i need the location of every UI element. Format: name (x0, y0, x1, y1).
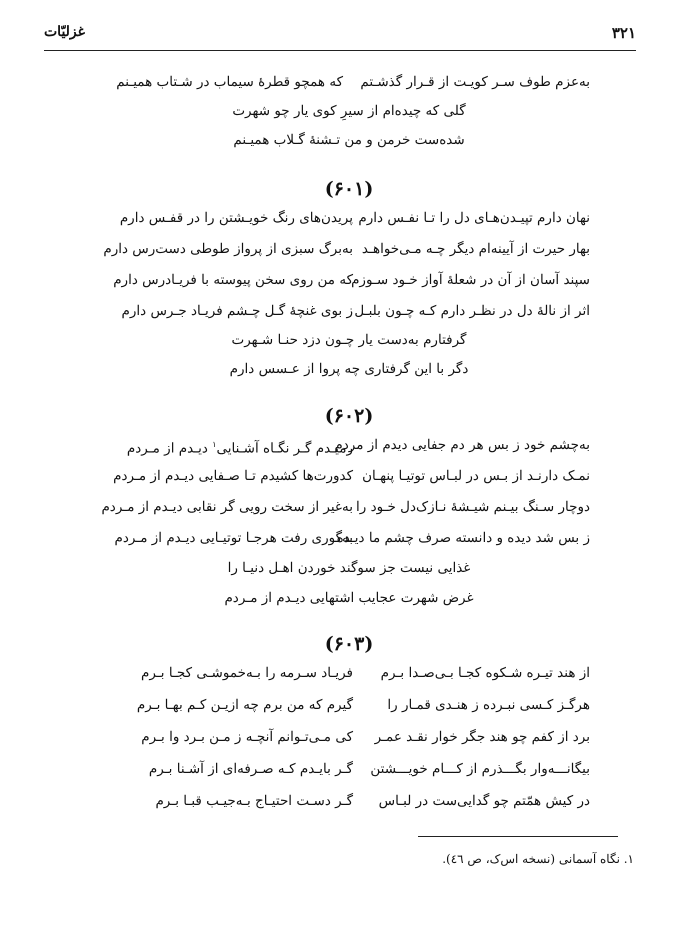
verse-right: نهان دارم تپیـدن‌هـای دل را تـا نفـس دارم (358, 210, 590, 226)
closing-verse: غرض شهرت عجایب اشتهایی دیـدم از مـردم (224, 590, 474, 606)
verse-right: ز بس شد دیده و دانسته صرف چشم ما دیـده (336, 530, 590, 546)
verse-right: دوچار سـنگ بیـنم شیـشهٔ نـازک‌دل خـود را (356, 499, 590, 515)
verse-right: سپند آسان از آن در شعلهٔ آواز خـود سـوزم (351, 272, 590, 288)
verse-left: گـر بایـدم کـه صـرفه‌ای از آشـنا بـرم (148, 761, 353, 777)
verse-right: بیگانـــه‌وار بگـــذرم از کـــام خویـــشتن (370, 761, 590, 777)
verse-right: برد از کفم چو هند جگر خوار نقـد عمـر (374, 729, 590, 745)
verse-left: گیرم که من برم چه ازیـن کـم بهـا بـرم (136, 697, 353, 713)
verse-left: به‌غیر از سخت رویی گر نقابی دیـدم از مـردم (101, 499, 353, 515)
poem-number: (۶۰۲) (324, 405, 374, 427)
verse-right: هرگـز کـسی نبـرده ز هنـدی قمـار را (387, 697, 590, 713)
verse-right: نمـک دارنـد از بـس در لبـاس توتیـا پنهـان (362, 468, 590, 484)
closing-verse: گلی که چیده‌ام از سیرِ کوی یار چو شهرت (232, 103, 466, 119)
closing-verse: شده‌ست خرمن و من تـشنهٔ گـلاب همیـنم (233, 132, 465, 148)
verse-left: که من روی سخن پیوسته با فریـادرس دارم (113, 272, 353, 288)
verse-left: کی مـی‌تـوانم آنچـه ز مـن بـرد وا بـرم (141, 729, 353, 745)
verse-right: در کیش همّتم چو گدایی‌ست در لبـاس (378, 793, 590, 809)
verse-left: به‌برگ سبزی از پرواز طوطی دست‌رس دارم (103, 241, 353, 257)
verse-right: از هند تیـره شـکوه کجـا بـی‌صـدا بـرم (380, 665, 590, 681)
verse-left: پریدن‌های رنگ خویـشتن را در قفـس دارم (119, 210, 353, 226)
poem-number: (۶۰۱) (324, 178, 374, 200)
closing-verse: غذایی نیست جز سوگند خوردن اهـل دنیـا را (227, 560, 471, 576)
footnote-rule (418, 836, 618, 837)
footnote: ۱. نگاه آسمانی (نسخه اس‌ک، ص ٤٦). (442, 852, 634, 866)
running-title: غزلیّات (44, 24, 85, 40)
page-number: ۳۲۱ (611, 24, 636, 42)
verse-left: به‌گوری رفت هرجـا توتیـایی دیـدم از مـردم (114, 530, 353, 546)
verse-right: به‌عزم طوف سـر کویـت از قـرار گذشـتم (360, 74, 590, 90)
verse-left: گـر دسـت احتیـاج بـه‌جیـب قبـا بـرم (155, 793, 353, 809)
verse-left: ز بوی غنچهٔ گـل چـشم فریـاد جـرس دارم (121, 303, 353, 319)
closing-verse: دگر با این گرفتاری چه پروا از عـسس دارم (229, 361, 469, 377)
verse-left: که همچو قطرهٔ سیماب در شـتاب همیـنم (116, 74, 343, 90)
verse-right: به‌چشم خود ز بس هر دم جفایی دیدم از مردم (334, 437, 590, 453)
verse-left: رمیـدم گـر نگـاه آشـنایی$^۱$ دیـدم از مـردم (126, 440, 353, 457)
verse-right: اثر از نالهٔ دل در نظـر دارم کـه چـون بلبـل (354, 303, 590, 319)
closing-verse: گرفتارم به‌دست یار چـون دزد حنـا شـهرت (231, 332, 467, 348)
verse-right: بهار حیرت از آیینه‌ام دیگر چـه مـی‌خواهـد (361, 241, 590, 257)
verse-left: فریـاد سـرمه را بـه‌خموشـی کجـا بـرم (141, 665, 353, 681)
poem-number: (۶۰۳) (324, 633, 374, 655)
footnote-marker: ۱ (212, 440, 217, 449)
header-rule (44, 50, 636, 51)
verse-left: کدورت‌ها کشیدم تـا صـفایی دیـدم از مـردم (113, 468, 353, 484)
page-header (44, 24, 636, 46)
